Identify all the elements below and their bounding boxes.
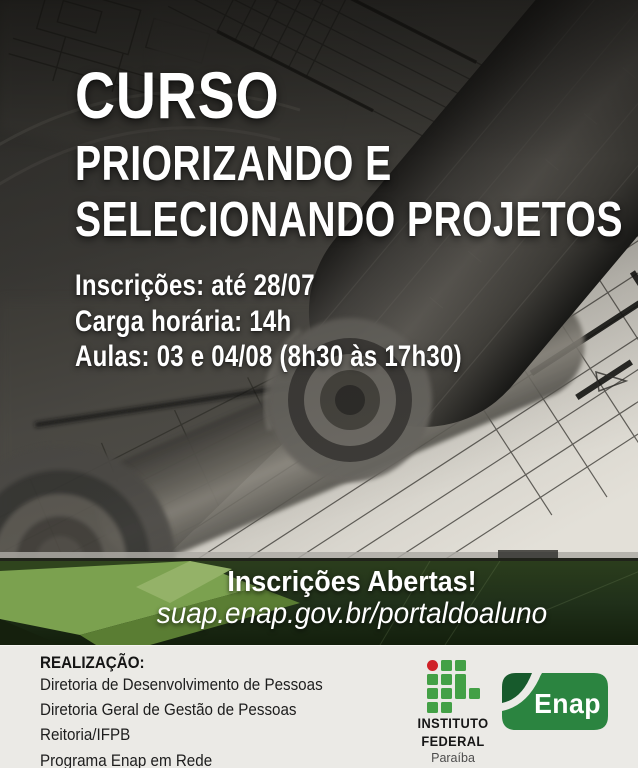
detail-line-hours: Carga horária: 14h: [75, 304, 292, 338]
detail-line-inscriptions: Inscrições: até 28/07: [75, 269, 315, 302]
banner-text: [66, 567, 638, 629]
if-logo-state: Paraíba: [431, 751, 475, 765]
course-title-line-2: SELECIONANDO PROJETOS: [75, 193, 623, 247]
if-logo: [403, 660, 503, 765]
course-details: [75, 268, 462, 375]
if-logo-institute: INSTITUTO: [417, 716, 489, 731]
organization-item: Programa Enap em Rede: [40, 751, 213, 768]
realization-heading: REALIZAÇÃO:: [40, 654, 145, 672]
footer: [0, 645, 638, 768]
organization-list: [40, 673, 323, 768]
enap-logo: [502, 673, 608, 730]
organization-item: Diretoria Geral de Gestão de Pessoas: [40, 701, 297, 720]
detail-line-classes: Aulas: 03 e 04/08 (8h30 às 17h30): [75, 340, 462, 373]
enap-logo-label: Enap: [534, 687, 602, 720]
banner-url: suap.enap.gov.br/portaldoaluno: [156, 597, 548, 630]
organization-item: Diretoria de Desenvolvimento de Pessoas: [40, 676, 323, 694]
course-title: [75, 136, 623, 248]
course-kicker: CURSO: [75, 58, 280, 132]
enrollment-banner: [0, 561, 638, 645]
organization-item: Reitoria/IFPB: [40, 726, 131, 745]
banner-headline: Inscrições Abertas!: [227, 566, 477, 598]
course-title-line-1: PRIORIZANDO E: [75, 137, 392, 191]
if-logo-icon: [427, 660, 480, 713]
if-logo-federal: FEDERAL: [421, 733, 485, 749]
